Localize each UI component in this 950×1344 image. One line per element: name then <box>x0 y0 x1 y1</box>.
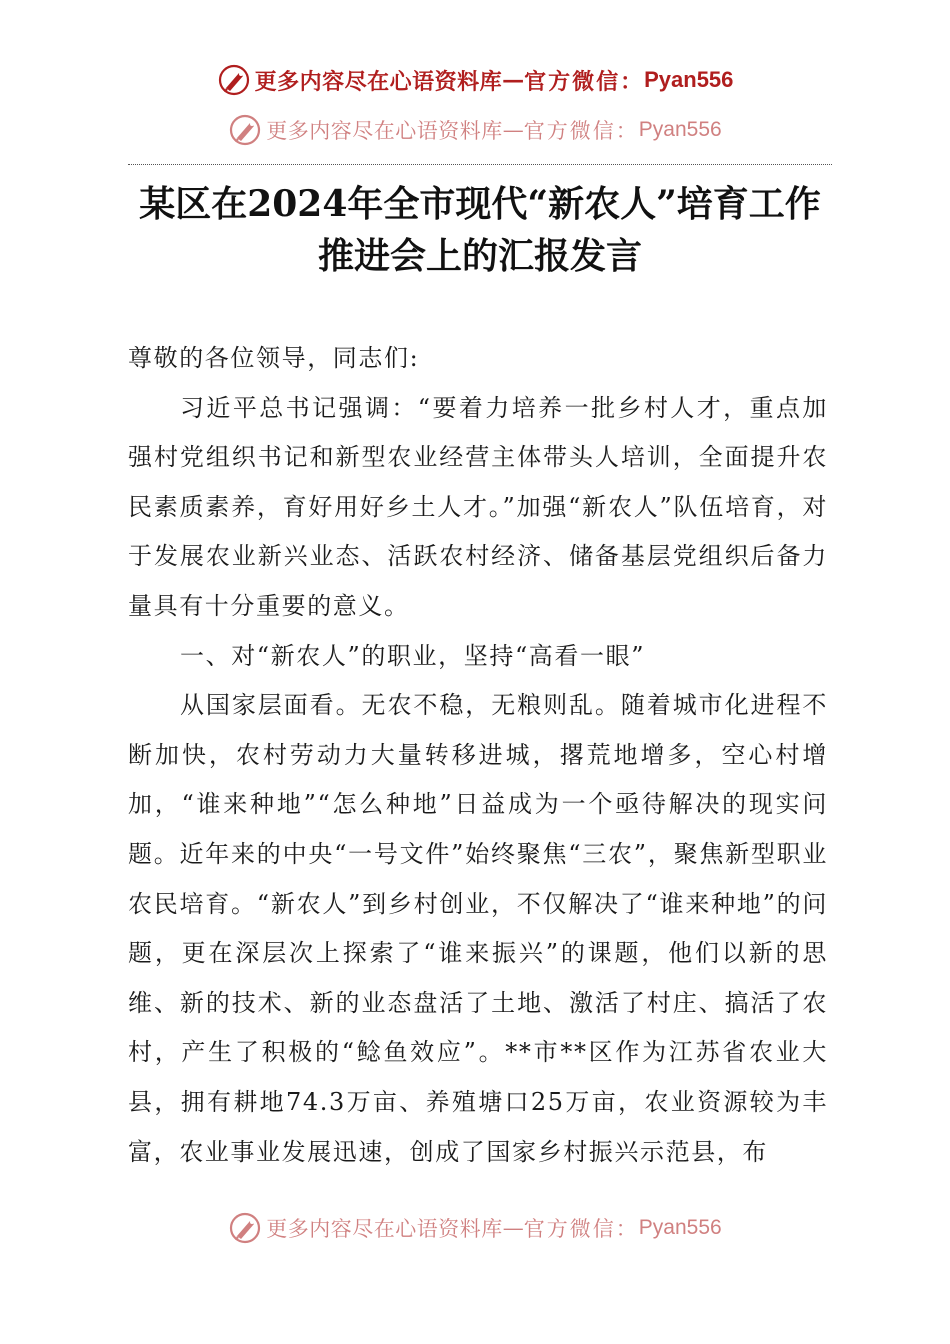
watermark-wechat-id: Pyan556 <box>638 1216 722 1239</box>
document-title-line-2: 推进会上的汇报发言 <box>317 235 642 277</box>
pen-logo-icon <box>228 1211 262 1245</box>
document-body <box>128 334 828 1177</box>
header-watermark-banner <box>0 60 950 100</box>
watermark-wechat-id: Pyan556 <box>638 118 722 141</box>
header-divider <box>128 164 832 165</box>
document-title <box>110 178 850 282</box>
paragraph: 从国家层面看。无农不稳，无粮则乱。随着城市化进程不断加快，农村劳动力大量转移进城，撂荒地增多，空心村增加，“谁来种地”“怎么种地”日益成为一个亟待解决的现实问题。近年来的中央“一号文件”始终聚焦“三农”，聚焦新型职业农民培育。“新农人”到乡村创业，不仅解决了“谁来种地”的问题，更在深层次上探索了“谁来振兴”的课题，他们以新的思维、新的技术、新的业态盘活了土地、激活了村庄、搞活了农村，产生了积极的“鲶鱼效应”。**市**区作为江苏省农业大县，拥有耕地74.3万亩、养殖塘口25万亩，农业资源较为丰富，农业事业发展迅速，创成了国家乡村振兴示范县，布 <box>128 691 828 1166</box>
watermark-label: 官方微信： <box>523 1217 639 1241</box>
pen-logo-icon <box>217 63 251 97</box>
watermark-separator: — <box>502 1216 524 1240</box>
watermark-main-text: 更多内容尽在心语资料库 <box>266 119 503 143</box>
watermark-main-text: 更多内容尽在心语资料库 <box>254 68 503 95</box>
document-title-line-1: 某区在2024年全市现代“新农人”培育工作 <box>139 183 821 225</box>
watermark-separator: — <box>502 67 525 93</box>
header-watermark-banner-faded <box>0 110 950 150</box>
watermark-separator: — <box>502 118 524 142</box>
paragraph: 习近平总书记强调：“要着力培养一批乡村人才，重点加强村党组织书记和新型农业经营主体带头人培训，全面提升农民素质素养，育好用好乡土人才。”加强“新农人”队伍培育，对于发展农业新兴业态、活跃农村经济、储备基层党组织后备力量具有十分重要的意义。 <box>128 393 828 620</box>
footer-watermark-banner <box>0 1208 950 1248</box>
section-heading: 一、对“新农人”的职业，坚持“高看一眼” <box>180 641 646 670</box>
salutation: 尊敬的各位领导，同志们: <box>128 344 420 372</box>
watermark-main-text: 更多内容尽在心语资料库 <box>266 1217 503 1241</box>
watermark-label: 官方微信： <box>524 68 645 95</box>
watermark-label: 官方微信： <box>523 119 639 143</box>
pen-logo-icon <box>228 113 262 147</box>
watermark-wechat-id: Pyan556 <box>644 67 734 92</box>
